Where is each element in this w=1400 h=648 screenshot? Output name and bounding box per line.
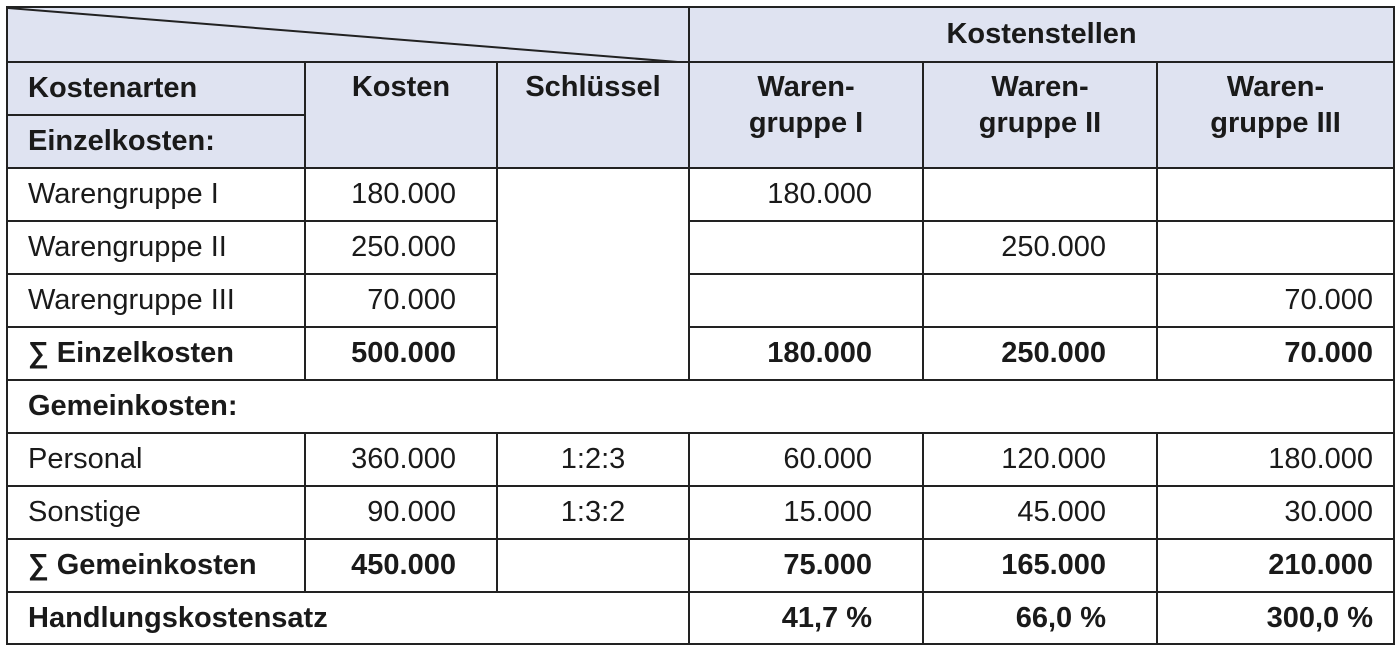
section-row-gemeinkosten (7, 380, 1394, 433)
cell-wg2: 165.000 (923, 539, 1157, 592)
table-row (7, 221, 1394, 274)
cell-kosten: 250.000 (305, 221, 497, 274)
cell-kosten: 450.000 (305, 539, 497, 592)
sum-row-einzelkosten (7, 327, 1394, 380)
table-row (7, 486, 1394, 539)
cell-wg3: 180.000 (1157, 433, 1394, 486)
cost-allocation-table (6, 6, 1395, 645)
row-label: Warengruppe II (7, 221, 305, 274)
cell-wg2 (923, 168, 1157, 221)
header-line: Waren- (991, 71, 1089, 103)
cell-wg2: 120.000 (923, 433, 1157, 486)
row-label: Warengruppe III (7, 274, 305, 327)
cell-wg3: 70.000 (1157, 274, 1394, 327)
cell-schluessel: 1:2:3 (497, 433, 689, 486)
row-label: Personal (7, 433, 305, 486)
rate-wg1: 41,7 % (689, 592, 923, 644)
cell-wg3: 30.000 (1157, 486, 1394, 539)
row-label: Sonstige (7, 486, 305, 539)
section-label-einzelkosten: Einzelkosten: (7, 115, 305, 168)
header-line: Waren- (757, 71, 855, 103)
cell-kosten: 360.000 (305, 433, 497, 486)
row-label: ∑ Einzelkosten (7, 327, 305, 380)
diagonal-line (8, 8, 690, 63)
rate-wg3: 300,0 % (1157, 592, 1394, 644)
col-header-kosten: Kosten (305, 62, 497, 168)
col-header-warengruppe-3 (1157, 62, 1394, 168)
cell-wg3: 70.000 (1157, 327, 1394, 380)
row-label: ∑ Gemeinkosten (7, 539, 305, 592)
cell-kosten: 500.000 (305, 327, 497, 380)
cost-allocation-table-wrapper (6, 6, 1395, 645)
cell-kosten: 180.000 (305, 168, 497, 221)
cell-wg2: 45.000 (923, 486, 1157, 539)
table-row (7, 168, 1394, 221)
rate-label: Handlungskostensatz (7, 592, 689, 644)
cell-wg2: 250.000 (923, 327, 1157, 380)
cell-wg1: 180.000 (689, 168, 923, 221)
header-line: gruppe II (978, 107, 1102, 139)
cell-schluessel-empty (497, 168, 689, 380)
header-line: Waren- (1226, 71, 1325, 103)
col-header-kostenarten: Kostenarten (7, 62, 305, 115)
header-row-columns (7, 62, 1394, 115)
table-row (7, 433, 1394, 486)
cell-wg2 (923, 274, 1157, 327)
cell-wg1: 15.000 (689, 486, 923, 539)
cell-wg1: 60.000 (689, 433, 923, 486)
cell-wg3: 210.000 (1157, 539, 1394, 592)
col-header-warengruppe-2 (923, 62, 1157, 168)
header-row-group (7, 7, 1394, 62)
cell-wg3 (1157, 221, 1394, 274)
cell-schluessel-empty (497, 539, 689, 592)
rate-wg2: 66,0 % (923, 592, 1157, 644)
section-label-gemeinkosten: Gemeinkosten: (7, 380, 1394, 433)
kostenstellen-header: Kostenstellen (689, 7, 1394, 62)
row-label: Warengruppe I (7, 168, 305, 221)
cell-wg1 (689, 274, 923, 327)
cell-kosten: 70.000 (305, 274, 497, 327)
cell-wg3 (1157, 168, 1394, 221)
header-line: gruppe I (748, 107, 864, 139)
col-header-warengruppe-1 (689, 62, 923, 168)
cell-wg1: 75.000 (689, 539, 923, 592)
col-header-schluessel: Schlüssel (497, 62, 689, 168)
cell-wg1 (689, 221, 923, 274)
rate-row (7, 592, 1394, 644)
cell-wg2: 250.000 (923, 221, 1157, 274)
cell-schluessel: 1:3:2 (497, 486, 689, 539)
cell-wg1: 180.000 (689, 327, 923, 380)
header-line: gruppe III (1210, 107, 1341, 139)
diagonal-corner-cell (7, 7, 689, 62)
table-row (7, 274, 1394, 327)
cell-kosten: 90.000 (305, 486, 497, 539)
sum-row-gemeinkosten (7, 539, 1394, 592)
